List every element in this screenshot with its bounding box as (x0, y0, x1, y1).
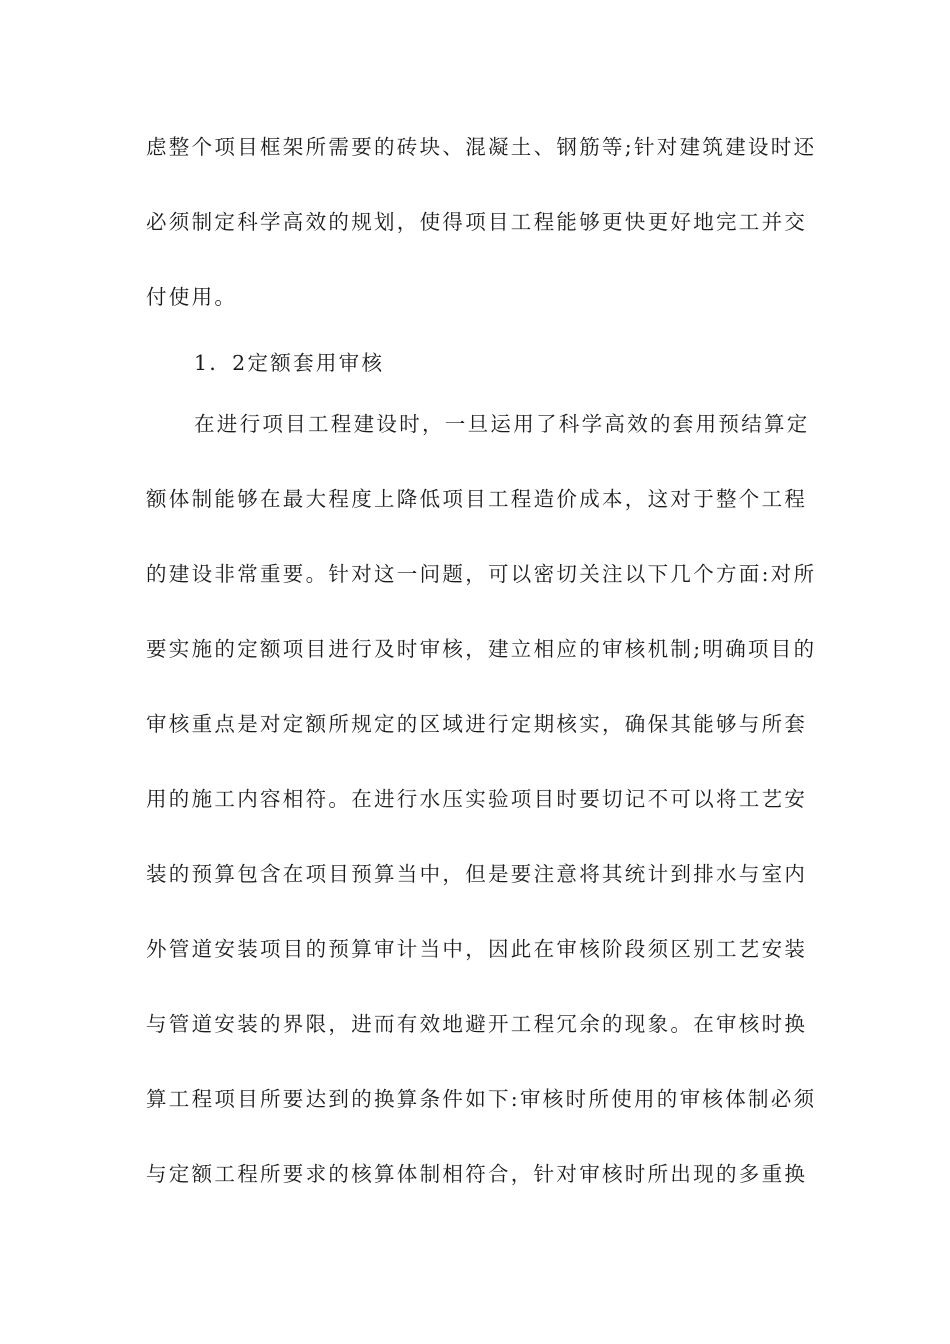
paragraph-line: 必须制定科学高效的规划，使得项目工程能够更快更好地完工并交 (146, 210, 808, 234)
section-heading: 1．2定额套用审核 (194, 351, 385, 375)
paragraph-line: 与管道安装的界限，进而有效地避开工程冗余的现象。在审核时换 (146, 1012, 808, 1036)
paragraph-line: 额体制能够在最大程度上降低项目工程造价成本，这对于整个工程 (146, 487, 808, 511)
paragraph-line: 用的施工内容相符。在进行水压实验项目时要切记不可以将工艺安 (146, 787, 808, 811)
paragraph-line: 要实施的定额项目进行及时审核，建立相应的审核机制;明确项目的 (146, 637, 817, 661)
paragraph-line: 与定额工程所要求的核算体制相符合，针对审核时所出现的多重换 (146, 1162, 808, 1186)
paragraph-line: 审核重点是对定额所规定的区域进行定期核实，确保其能够与所套 (146, 712, 808, 736)
paragraph-line: 的建设非常重要。针对这一问题，可以密切关注以下几个方面:对所 (146, 562, 817, 586)
paragraph-line: 装的预算包含在项目预算当中，但是要注意将其统计到排水与室内 (146, 862, 808, 886)
paragraph-line: 算工程项目所要达到的换算条件如下:审核时所使用的审核体制必须 (146, 1087, 817, 1111)
paragraph-line: 在进行项目工程建设时，一旦运用了科学高效的套用预结算定 (194, 412, 810, 436)
paragraph-line: 外管道安装项目的预算审计当中，因此在审核阶段须区别工艺安装 (146, 937, 808, 961)
paragraph-line: 付使用。 (146, 285, 238, 309)
paragraph-line: 虑整个项目框架所需要的砖块、混凝土、钢筋等;针对建筑建设时还 (146, 135, 817, 159)
